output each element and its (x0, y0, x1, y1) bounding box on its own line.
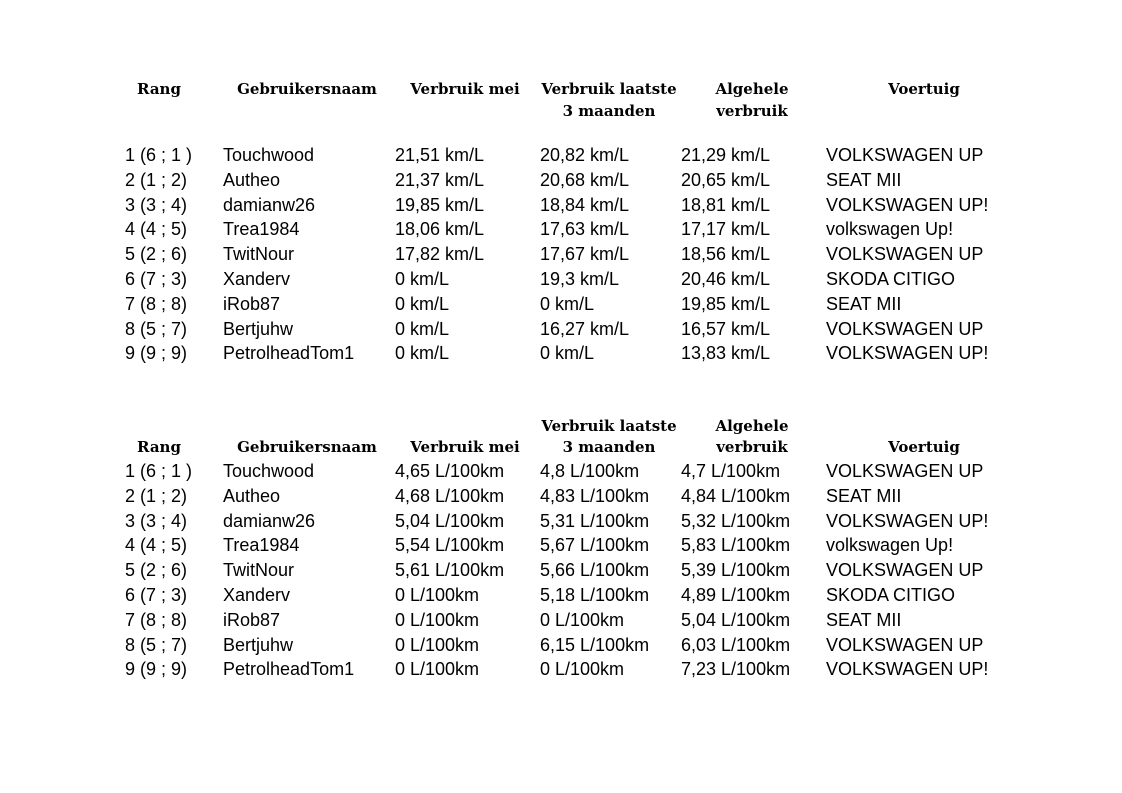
vehicle-cell: VOLKSWAGEN UP (826, 560, 984, 581)
rank-cell: 6 (7 ; 3) (125, 585, 188, 605)
table-row (0, 317, 1122, 342)
table-row (0, 509, 1122, 534)
header-rank: Rang (137, 80, 181, 98)
rank-cell: 2 (1 ; 2) (125, 169, 188, 190)
last3-cell: 0 L/100km (540, 609, 625, 630)
overall-cell: 6,03 L/100km (681, 634, 791, 655)
overall-cell: 5,32 L/100km (681, 510, 791, 531)
may-cell: 0 km/L (395, 269, 450, 289)
username-cell: iRob87 (223, 293, 281, 314)
rank-cell: 1 (6 ; 1 ) (125, 461, 193, 481)
header-may: Verbruik mei (410, 80, 520, 98)
vehicle-cell: volkswagen Up! (826, 219, 954, 240)
username-cell: PetrolheadTom1 (223, 659, 355, 680)
rank-cell: 4 (4 ; 5) (125, 219, 188, 240)
may-cell: 18,06 km/L (395, 219, 485, 240)
vehicle-cell: VOLKSWAGEN UP! (826, 343, 989, 364)
rank-cell: 3 (3 ; 4) (125, 510, 188, 531)
username-cell: Xanderv (223, 269, 291, 289)
may-cell: 4,65 L/100km (395, 461, 505, 481)
rank-cell: 8 (5 ; 7) (125, 634, 188, 655)
table-row (0, 484, 1122, 509)
overall-cell: 17,17 km/L (681, 219, 771, 240)
vehicle-cell: VOLKSWAGEN UP! (826, 194, 989, 215)
last3-cell: 0 L/100km (540, 659, 625, 680)
rank-cell: 4 (4 ; 5) (125, 535, 188, 556)
table-row (0, 341, 1122, 366)
table-row (0, 533, 1122, 558)
rank-cell: 2 (1 ; 2) (125, 485, 188, 506)
username-cell: damianw26 (223, 510, 316, 531)
may-cell: 0 km/L (395, 318, 450, 339)
may-cell: 21,37 km/L (395, 169, 485, 190)
vehicle-cell: VOLKSWAGEN UP! (826, 510, 989, 531)
may-cell: 21,51 km/L (395, 145, 485, 165)
may-cell: 5,61 L/100km (395, 560, 505, 581)
overall-cell: 13,83 km/L (681, 343, 771, 364)
vehicle-cell: SEAT MII (826, 169, 902, 190)
username-cell: Touchwood (223, 145, 315, 165)
header-rank: Rang (137, 438, 181, 456)
last3-cell: 16,27 km/L (540, 318, 630, 339)
header-overall-line1: Algehele (715, 417, 789, 435)
username-cell: PetrolheadTom1 (223, 343, 355, 364)
rank-cell: 3 (3 ; 4) (125, 194, 188, 215)
header-vehicle: Voertuig (888, 438, 960, 456)
rank-cell: 7 (8 ; 8) (125, 293, 188, 314)
may-cell: 0 L/100km (395, 585, 480, 605)
may-cell: 17,82 km/L (395, 244, 485, 265)
last3-cell: 18,84 km/L (540, 194, 630, 215)
header-last3-line1: Verbruik laatste (541, 417, 677, 435)
vehicle-cell: VOLKSWAGEN UP (826, 145, 984, 165)
header-overall-line1: Algehele (715, 80, 789, 98)
overall-cell: 4,89 L/100km (681, 585, 791, 605)
may-cell: 19,85 km/L (395, 194, 485, 215)
table-row (0, 583, 1122, 608)
vehicle-cell: SKODA CITIGO (826, 585, 956, 605)
may-cell: 0 L/100km (395, 634, 480, 655)
overall-cell: 16,57 km/L (681, 318, 771, 339)
username-cell: Trea1984 (223, 535, 300, 556)
last3-cell: 5,67 L/100km (540, 535, 650, 556)
overall-cell: 5,83 L/100km (681, 535, 791, 556)
last3-cell: 20,82 km/L (540, 145, 630, 165)
vehicle-cell: SKODA CITIGO (826, 269, 956, 289)
rank-cell: 9 (9 ; 9) (125, 343, 188, 364)
vehicle-cell: SEAT MII (826, 485, 902, 506)
table-row (0, 193, 1122, 218)
username-cell: Bertjuhw (223, 634, 294, 655)
username-cell: TwitNour (223, 244, 295, 265)
table-row (0, 217, 1122, 242)
header-last3-line2: 3 maanden (562, 438, 656, 456)
last3-cell: 5,31 L/100km (540, 510, 650, 531)
overall-cell: 4,7 L/100km (681, 461, 781, 481)
username-cell: Autheo (223, 169, 281, 190)
rank-cell: 9 (9 ; 9) (125, 659, 188, 680)
may-cell: 4,68 L/100km (395, 485, 505, 506)
overall-cell: 21,29 km/L (681, 145, 771, 165)
last3-cell: 4,83 L/100km (540, 485, 650, 506)
header-last3-line1: Verbruik laatste (541, 80, 677, 98)
may-cell: 5,04 L/100km (395, 510, 505, 531)
table-row (0, 608, 1122, 633)
may-cell: 5,54 L/100km (395, 535, 505, 556)
table-row (0, 558, 1122, 583)
last3-cell: 17,63 km/L (540, 219, 630, 240)
username-cell: TwitNour (223, 560, 295, 581)
overall-cell: 18,56 km/L (681, 244, 771, 265)
vehicle-cell: VOLKSWAGEN UP (826, 634, 984, 655)
username-cell: Bertjuhw (223, 318, 294, 339)
last3-cell: 19,3 km/L (540, 269, 620, 289)
vehicle-cell: VOLKSWAGEN UP (826, 318, 984, 339)
vehicle-cell: SEAT MII (826, 609, 902, 630)
header-last3-line2: 3 maanden (562, 102, 656, 120)
header-username: Gebruikersnaam (237, 438, 377, 456)
overall-cell: 7,23 L/100km (681, 659, 791, 680)
rank-cell: 6 (7 ; 3) (125, 269, 188, 289)
vehicle-cell: SEAT MII (826, 293, 902, 314)
header-vehicle: Voertuig (888, 80, 960, 98)
last3-cell: 5,18 L/100km (540, 585, 650, 605)
overall-cell: 18,81 km/L (681, 194, 771, 215)
rank-cell: 8 (5 ; 7) (125, 318, 188, 339)
last3-cell: 0 km/L (540, 293, 595, 314)
username-cell: damianw26 (223, 194, 316, 215)
table-row (0, 657, 1122, 682)
username-cell: iRob87 (223, 609, 281, 630)
last3-cell: 5,66 L/100km (540, 560, 650, 581)
vehicle-cell: VOLKSWAGEN UP (826, 461, 984, 481)
overall-cell: 5,04 L/100km (681, 609, 791, 630)
last3-cell: 0 km/L (540, 343, 595, 364)
overall-cell: 5,39 L/100km (681, 560, 791, 581)
rank-cell: 5 (2 ; 6) (125, 560, 188, 581)
header-overall-line2: verbruik (716, 438, 788, 456)
username-cell: Touchwood (223, 461, 315, 481)
rank-cell: 7 (8 ; 8) (125, 609, 188, 630)
rank-cell: 1 (6 ; 1 ) (125, 145, 193, 165)
may-cell: 0 L/100km (395, 609, 480, 630)
may-cell: 0 km/L (395, 343, 450, 364)
header-overall-line2: verbruik (716, 102, 788, 120)
may-cell: 0 km/L (395, 293, 450, 314)
vehicle-cell: VOLKSWAGEN UP! (826, 659, 989, 680)
table-row (0, 143, 1122, 168)
table-row (0, 168, 1122, 193)
table-row (0, 292, 1122, 317)
table-row (0, 267, 1122, 292)
username-cell: Xanderv (223, 585, 291, 605)
table-row (0, 459, 1122, 484)
last3-cell: 17,67 km/L (540, 244, 630, 265)
overall-cell: 20,46 km/L (681, 269, 771, 289)
vehicle-cell: VOLKSWAGEN UP (826, 244, 984, 265)
last3-cell: 20,68 km/L (540, 169, 630, 190)
username-cell: Trea1984 (223, 219, 300, 240)
vehicle-cell: volkswagen Up! (826, 535, 954, 556)
last3-cell: 4,8 L/100km (540, 461, 640, 481)
rank-cell: 5 (2 ; 6) (125, 244, 188, 265)
username-cell: Autheo (223, 485, 281, 506)
overall-cell: 19,85 km/L (681, 293, 771, 314)
may-cell: 0 L/100km (395, 659, 480, 680)
header-username: Gebruikersnaam (237, 80, 377, 98)
table-row (0, 242, 1122, 267)
overall-cell: 20,65 km/L (681, 169, 771, 190)
last3-cell: 6,15 L/100km (540, 634, 650, 655)
table-row (0, 633, 1122, 658)
overall-cell: 4,84 L/100km (681, 485, 791, 506)
header-may: Verbruik mei (410, 438, 520, 456)
